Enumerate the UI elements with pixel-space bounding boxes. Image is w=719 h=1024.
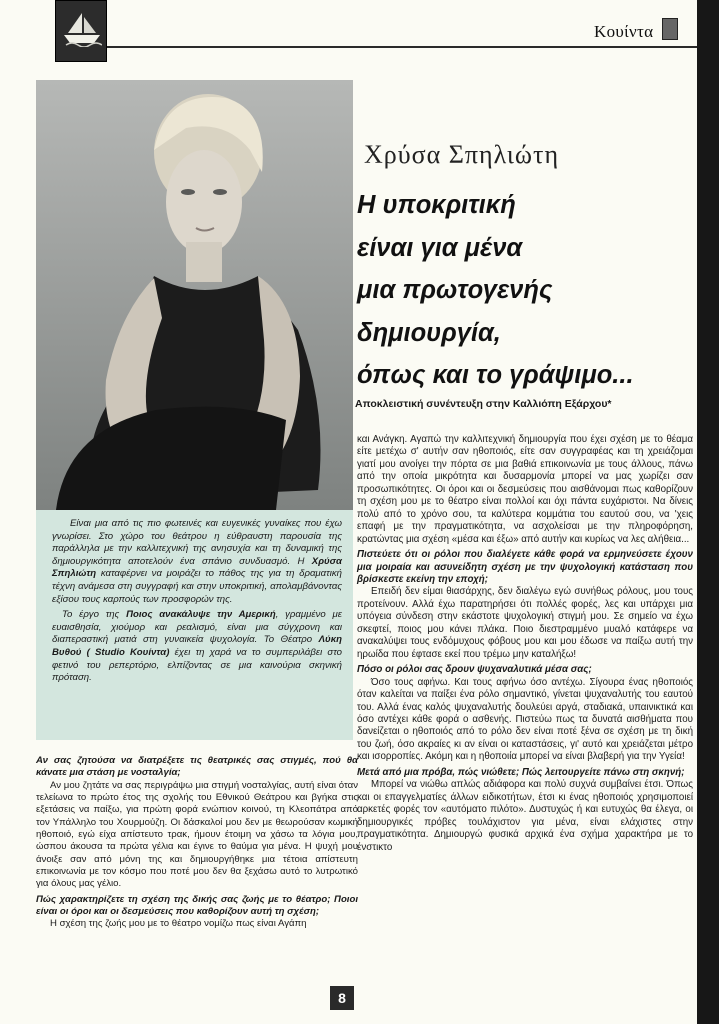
intro-text-span: καταφέρνει να μοιράζει το πάθος της για τη δραματική τέχνη ανάμεσα στη συγγραφή και στην υποκριτική, απολαμβάνοντας εξίσου τους καρπούς των προσφορών της. (52, 568, 342, 605)
magazine-logo (55, 0, 107, 62)
intro-paragraph (52, 609, 342, 685)
intro-text-span: Το έργο της (62, 609, 127, 621)
brand-mark-icon (662, 18, 678, 40)
intro-text-span: , γραμμένο με ευαισθησία, χιούμορ και ρεαλισμό, είναι μια σύγχρονη και διαπεραστική ματιά στη γυναικεία ψυχολογία. Το Θέατρο (52, 609, 342, 646)
answer-paragraph: Επειδή δεν είμαι θιασάρχης, δεν διαλέγω εγώ συνήθως ρόλους, μου τους προτείνουν. Αλλά έχω παρατηρήσει ότι πολλές φορές, λες και υπάρχει μια υπόγεια σύνδεση στην εκάστοτε ψυχολογική στιγμή μου. Σε σημείο να έχω σκεφτεί, ποιος μου κάνει πλάκα. Ποιο διεστραμμένο μυαλό κατάφερε να ανακαλύψει τους ενδόμυχους φόβους μου και μου έδωσε να παίξω αυτή την ηρωίδα που έφτασε εκεί που τρέμω μην καταλήξω! (357, 586, 693, 660)
title-line: Η υποκριτική (357, 191, 516, 219)
page-number: 8 (330, 986, 354, 1010)
page-edge-band (697, 0, 719, 1024)
question-paragraph: Αν σας ζητούσα να διατρέξετε τις θεατρικές σας στιγμές, πού θα κάνατε μια στάση με νοσταλγία; (36, 755, 358, 779)
intro-text (52, 518, 342, 688)
left-column (36, 752, 358, 931)
title-line: μια πρωτογενής (357, 276, 553, 304)
question-paragraph: Πόσο οι ρόλοι σας δρουν ψυχαναλυτικά μέσα σας; (357, 664, 592, 676)
header-rule (107, 46, 697, 48)
intro-name: Χρύσα Σπηλιώτη (52, 555, 342, 580)
intro-work-title: Ποιος ανακάλυψε την Αμερική (126, 609, 276, 621)
author-name: Χρύσα Σπηλιώτη (364, 140, 560, 169)
ship-logo-icon (62, 11, 102, 47)
question-paragraph: Πιστεύετε ότι οι ρόλοι που διαλέγετε κάθε φορά να ερμηνεύσετε έχουν μια μοιραία και ασυνείδητη σχέση με την ψυχολογική κατάσταση που βρίσκεστε εκείνη την εποχή; (357, 549, 693, 585)
byline: Αποκλειστική συνέντευξη στην Καλλιόπη Εξάρχου* (355, 398, 612, 410)
title-line: είναι για μένα (357, 233, 523, 262)
portrait-image (36, 80, 353, 510)
title-line: δημιουργία, (357, 318, 501, 347)
article-title (357, 184, 687, 397)
answer-paragraph: Μπορεί να νιώθω απλώς αδιάφορα και πολύ συχνά συμβαίνει έτσι. Όπως και οι επαγγελματίες άλλων ειδικοτήτων, έτσι κι ένας ηθοποιός χρησιμοποιεί αρκετές φορές τον «αυτόματο πιλότο». Δυστυχώς ή και ευτυχώς θα έλεγα, οι δημιουργικές πρόβες τουλάχιστον για μένα, είναι ελάχιστες στην πραγματικότητα. Δημιουργώ φυσικά αρχικά ένα σχήμα χαρακτήρα με το ένστικτο (357, 779, 693, 853)
answer-paragraph: και Ανάγκη. Αγαπώ την καλλιτεχνική δημιουργία που έχει σχέση με το θέαμα είτε μετέχω σ' αυτήν σαν ηθοποιός, είτε σαν συγγραφέας και τη χρειάζομαι γιατί μου ανοίγει την πόρτα σε μια βαθιά επικοινωνία με τους άλλους, πάνω από την οποία μικρότητα και δυσαρμονία μπορεί να μας χωρίζει σαν προσωπικότητες. Οι όροι και οι δεσμεύσεις που αισθάνομαι πως καθορίζουν τη σχέση μου με το θέατρο είναι πολλοί και όχι πάντα ευχάριστοι. Να δίνεις πολύ από το χρόνο σου, τα καλύτερα κομμάτια του εαυτού σου, να 'χεις επαφή με την πραγματικότητα, να ασχολείσαι με την πληροφόρηση, κρατώντας μια σχέση «μέσα και έξω» από αυτήν και κυρίως να λες αλήθεια... (357, 434, 693, 545)
answer-paragraph: Όσο τους αφήνω. Και τους αφήνω όσο αντέχω. Σίγουρα ένας ηθοποιός όταν καλείται να παίξει ένα ρόλο σημαντικό, γίνεται ψυχαναλυτής του εαυτού του. Αλλά ένας καλός ψυχαναλυτής δουλεύει αργά, σταδιακά, υπαινικτικά και όσο αντέχει κάθε φορά ο ασθενής. Πιστεύω πως τα δυνατά αισθήματα που δανείζεται ο ηθοποιός από το ρόλο δεν είναι ποτέ ξένα σε σχέση με τη δική του ζωή, όσο ακραίες κι αν είναι οι καταστάσεις, γι' αυτό και χρειάζεται μέτρο και ισορροπίες. Ακόμη και η ηθοποιία μπορεί να είναι βλαβερή για την Υγεία! (357, 676, 693, 763)
question-paragraph: Πώς χαρακτηρίζετε τη σχέση της δικής σας ζωής με το θέατρο; Ποιοι είναι οι όροι και οι δεσμεύσεις που καθορίζουν αυτή τη σχέση; (36, 893, 358, 918)
intro-text-span: έχει τη χαρά να το συμπεριλάβει στο φετινό του ρεπερτόριο, ελπίζοντας σε μια καινούρια σκηνική πρόταση. (52, 646, 342, 684)
intro-text-span: Είναι μια από τις πιο φωτεινές και ευγενικές γυναίκες που έχω γνωρίσει. Στο χώρο του θεάτρου η εύθραυστη παρουσία της παράλληλα με την καλλιτεχνική της ανησυχία και τη δυναμική της δημιουργικότητα αποτελούν ένα σπάνιο συνδυασμό. Η (52, 518, 342, 567)
answer-paragraph: Η σχέση της ζωής μου με το θέατρο νομίζω πως είναι Αγάπη (50, 918, 307, 930)
intro-paragraph (52, 518, 342, 606)
answer-paragraph: Αν μου ζητάτε να σας περιγράψω μια στιγμή νοσταλγίας, αυτή είναι όταν τελείωνα το πρώτο έτος της σχολής του Εθνικού Θεάτρου και βγήκα στις εξετάσεις να παίξω, για πρώτη φορά ενώπιον κοινού, τη Κλεοπάτρα από τον Υπάλληλο του Χουρμούζη. Οι δάσκαλοί μου δεν με θεωρούσαν κωμική ηθοποιό, εγώ είχα απίστευτο τρακ, ήμουν έτοιμη να χάσω τα λόγια μου, ώσπου άκουσα τα πρώτα γέλια και έγινε το θαύμα για μένα. Η ψυχή μου άνοιξε σαν από μόνη της και δημιουργήθηκε μια τέτοια απίστευτη επικοινωνία με τον κόσμο που ποτέ μου δεν θα ξεχάσω αυτό το λυτρωτικό για όλους μας γέλιο. (36, 779, 358, 890)
magazine-brand: Κουίντα (594, 22, 654, 41)
portrait-photo (36, 80, 353, 510)
title-line: όπως και το γράψιμο... (357, 361, 634, 389)
intro-theatre-name: Λύκη Βυθού ( Studio Κουίντα) (52, 634, 342, 658)
question-paragraph: Μετά από μια πρόβα, πώς νιώθετε; Πώς λειτουργείτε πάνω στη σκηνή; (357, 766, 685, 778)
right-column (357, 434, 693, 854)
